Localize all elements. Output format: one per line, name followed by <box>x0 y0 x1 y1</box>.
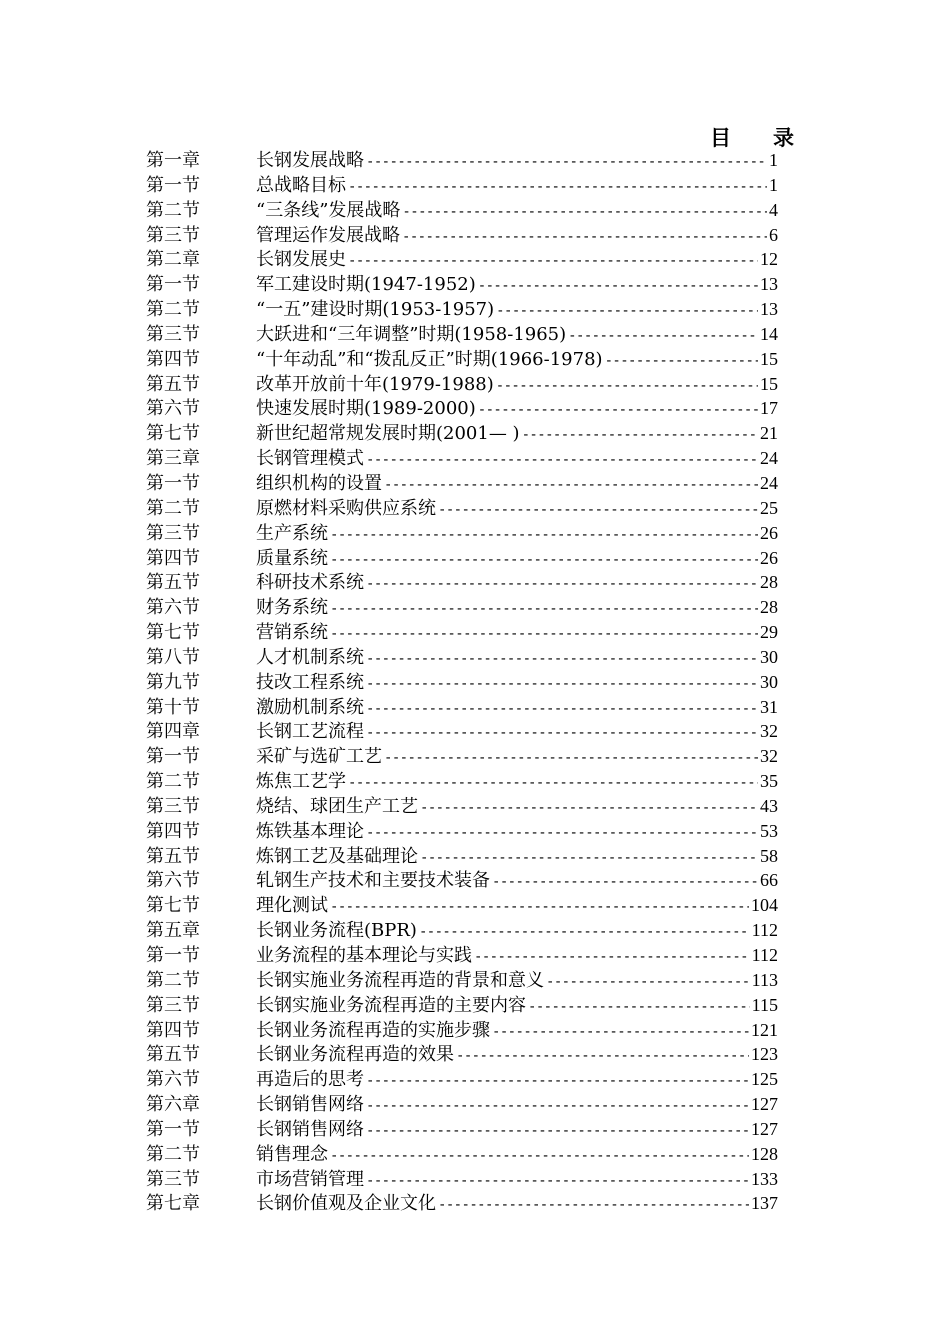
toc-entry[interactable] <box>146 993 778 1018</box>
toc-entry[interactable] <box>146 521 778 546</box>
toc-entry[interactable] <box>146 421 778 446</box>
toc-entry-page: 123 <box>751 1044 778 1065</box>
toc-entry-title: 理化测试 <box>256 895 328 917</box>
toc-dot-leader <box>496 374 758 399</box>
toc-entry[interactable] <box>146 595 778 620</box>
toc-entry[interactable] <box>146 1018 778 1043</box>
toc-entry-title: 长钢发展史 <box>256 249 346 271</box>
toc-entry-page: 24 <box>760 472 778 493</box>
toc-entry-title: 财务系统 <box>256 597 328 619</box>
toc-entry-label: 第十节 <box>146 696 200 718</box>
toc-entry-page: 104 <box>751 895 778 916</box>
toc-entry[interactable] <box>146 1142 778 1167</box>
toc-entry[interactable] <box>146 347 778 372</box>
toc-entry-label: 第四节 <box>146 820 200 842</box>
toc-entry[interactable] <box>146 471 778 496</box>
toc-dot-leader <box>384 473 758 498</box>
toc-dot-leader <box>366 1069 749 1094</box>
toc-entry[interactable] <box>146 968 778 993</box>
toc-entry[interactable] <box>146 819 778 844</box>
toc-entry[interactable] <box>146 446 778 471</box>
toc-entry-title: “十年动乱”和“拨乱反正”时期(1966-1978) <box>256 348 603 370</box>
toc-entry-label: 第一节 <box>146 174 200 196</box>
toc-entry-label: 第二节 <box>146 199 200 221</box>
toc-entry-title: “一五”建设时期(1953-1957) <box>256 299 495 321</box>
toc-dot-leader <box>492 1020 749 1045</box>
toc-dot-leader <box>330 622 758 647</box>
toc-entry-page: 6 <box>769 224 778 245</box>
toc-entry[interactable] <box>146 297 778 322</box>
toc-entry-page: 32 <box>760 746 778 767</box>
toc-dot-leader <box>438 1193 749 1218</box>
toc-entry-label: 第六节 <box>146 870 200 892</box>
toc-entry-title: 长钢业务流程(BPR) <box>256 920 417 942</box>
toc-entry-page: 24 <box>760 448 778 469</box>
toc-entry-label: 第一节 <box>146 746 200 768</box>
toc-dot-leader <box>330 523 758 548</box>
toc-entry-page: 30 <box>760 671 778 692</box>
toc-entry-page: 29 <box>760 622 778 643</box>
toc-entry-title: 市场营销管理 <box>256 1168 364 1190</box>
toc-dot-leader <box>492 870 758 895</box>
toc-entry-label: 第五节 <box>146 845 200 867</box>
toc-entry-title: 炼钢工艺及基础理论 <box>256 845 418 867</box>
toc-entry-page: 1 <box>769 150 778 170</box>
toc-entry-page: 28 <box>760 572 778 593</box>
toc-entry[interactable] <box>146 272 778 297</box>
toc-entry-page: 43 <box>760 795 778 816</box>
toc-entry-label: 第三节 <box>146 1168 200 1190</box>
toc-entry-page: 128 <box>751 1143 778 1164</box>
toc-entry-label: 第二节 <box>146 1143 200 1165</box>
toc-dot-leader <box>478 274 758 299</box>
toc-entry-page: 115 <box>751 994 778 1015</box>
toc-entry-title: 军工建设时期(1947-1952) <box>256 274 476 296</box>
toc-entry-title: 总战略目标 <box>256 174 346 196</box>
toc-entry-title: 长钢销售网络 <box>256 1094 364 1116</box>
toc-entry-label: 第七节 <box>146 895 200 917</box>
toc-dot-leader <box>546 970 750 995</box>
toc-entry-title: 炼焦工艺学 <box>256 771 346 793</box>
toc-entry-page: 1 <box>769 174 778 195</box>
toc-dot-leader <box>366 721 758 746</box>
toc-dot-leader <box>366 647 758 672</box>
toc-entry-title: 组织机构的设置 <box>256 472 382 494</box>
toc-dot-leader <box>420 796 758 821</box>
toc-entry-label: 第二节 <box>146 299 200 321</box>
toc-entry-page: 112 <box>751 945 778 965</box>
toc-dot-leader <box>366 1119 749 1144</box>
toc-entry-page: 58 <box>760 845 778 866</box>
toc-dot-leader <box>568 324 758 349</box>
toc-entry[interactable] <box>146 719 778 744</box>
toc-entry[interactable] <box>146 1117 778 1142</box>
toc-entry-page: 31 <box>760 696 778 717</box>
toc-entry-title: 激励机制系统 <box>256 696 364 718</box>
toc-entry-label: 第二节 <box>146 771 200 793</box>
toc-entry-title: 炼铁基本理论 <box>256 820 364 842</box>
toc-entry-label: 第五节 <box>146 572 200 594</box>
toc-entry-title: 长钢工艺流程 <box>256 721 364 743</box>
toc-entry[interactable] <box>146 570 778 595</box>
toc-entry-page: 4 <box>769 199 778 220</box>
toc-entry[interactable] <box>146 1042 778 1067</box>
toc-entry-title: 大跃进和“三年调整”时期(1958-1965) <box>256 323 567 345</box>
toc-entry[interactable] <box>146 1167 778 1192</box>
toc-entry-title: 快速发展时期(1989-2000) <box>256 398 476 420</box>
toc-entry-label: 第五节 <box>146 373 200 395</box>
toc-entry-title: 新世纪超常规发展时期(2001— ) <box>256 423 520 445</box>
toc-entry-label: 第六节 <box>146 398 200 420</box>
toc-dot-leader <box>438 498 758 523</box>
toc-entry-title: 管理运作发展战略 <box>256 224 400 246</box>
toc-entry-title: 营销系统 <box>256 622 328 644</box>
toc-entry[interactable] <box>146 670 778 695</box>
toc-dot-leader <box>605 349 758 374</box>
toc-entry[interactable] <box>146 322 778 347</box>
toc-dot-leader <box>330 1144 749 1169</box>
toc-entry-page: 21 <box>760 423 778 444</box>
toc-entry-page: 13 <box>760 299 778 320</box>
toc-dot-leader <box>419 920 750 945</box>
toc-entry[interactable] <box>146 943 778 968</box>
toc-entry[interactable] <box>146 868 778 893</box>
toc-dot-leader <box>522 423 758 448</box>
toc-entry-page: 112 <box>751 920 778 941</box>
toc-entry-label: 第二章 <box>146 249 200 271</box>
toc-entry-title: 长钢实施业务流程再造的主要内容 <box>256 994 526 1016</box>
toc-entry-label: 第六章 <box>146 1094 200 1116</box>
toc-entry-title: 长钢管理模式 <box>256 448 364 470</box>
toc-entry-label: 第三节 <box>146 224 200 246</box>
toc-entry-label: 第三节 <box>146 522 200 544</box>
toc-entry[interactable] <box>146 247 778 272</box>
toc-entry-title: 采矿与选矿工艺 <box>256 746 382 768</box>
toc-entry[interactable] <box>146 620 778 645</box>
toc-entry-title: “三条线”发展战略 <box>256 199 401 221</box>
toc-entry-label: 第一节 <box>146 274 200 296</box>
toc-entry-label: 第八节 <box>146 646 200 668</box>
toc-entry-page: 35 <box>760 771 778 792</box>
toc-entry[interactable] <box>146 148 778 173</box>
toc-entry-page: 26 <box>760 547 778 568</box>
toc-entry-label: 第七章 <box>146 1193 200 1215</box>
toc-entry-page: 12 <box>760 249 778 270</box>
toc-entry-page: 125 <box>751 1069 778 1090</box>
toc-entry-label: 第三节 <box>146 994 200 1016</box>
toc-entry-title: 长钢实施业务流程再造的背景和意义 <box>256 969 544 991</box>
toc-entry-page: 121 <box>751 1019 778 1040</box>
toc-entry-title: 轧钢生产技术和主要技术装备 <box>256 870 490 892</box>
toc-entry-label: 第七节 <box>146 423 200 445</box>
toc-entry-title: 质量系统 <box>256 547 328 569</box>
toc-dot-leader <box>366 448 758 473</box>
toc-dot-leader <box>348 771 758 796</box>
toc-entry-title: 生产系统 <box>256 522 328 544</box>
toc-entry[interactable] <box>146 396 778 421</box>
toc-entry[interactable] <box>146 645 778 670</box>
toc-dot-leader <box>478 398 758 423</box>
toc-entry-page: 25 <box>760 497 778 518</box>
toc-entry-label: 第一章 <box>146 150 200 171</box>
toc-list <box>146 148 778 1216</box>
toc-entry-label: 第三节 <box>146 323 200 345</box>
toc-dot-leader <box>330 597 758 622</box>
toc-entry-page: 15 <box>760 373 778 394</box>
toc-dot-leader <box>496 299 758 324</box>
toc-entry-label: 第三章 <box>146 448 200 470</box>
toc-entry-page: 127 <box>751 1094 778 1115</box>
toc-entry-page: 66 <box>760 870 778 891</box>
toc-dot-leader <box>366 572 758 597</box>
toc-entry-title: 再造后的思考 <box>256 1069 364 1091</box>
toc-dot-leader <box>456 1044 749 1069</box>
toc-entry[interactable] <box>146 173 778 198</box>
toc-entry[interactable] <box>146 844 778 869</box>
toc-entry[interactable] <box>146 794 778 819</box>
toc-entry[interactable] <box>146 496 778 521</box>
toc-entry-page: 13 <box>760 274 778 295</box>
toc-entry-label: 第二节 <box>146 497 200 519</box>
toc-entry[interactable] <box>146 198 778 223</box>
toc-entry-label: 第五章 <box>146 920 200 942</box>
toc-dot-leader <box>402 200 767 225</box>
toc-entry-page: 17 <box>760 398 778 419</box>
toc-entry-label: 第六节 <box>146 1069 200 1091</box>
toc-dot-leader <box>348 249 758 274</box>
toc-entry-page: 30 <box>760 646 778 667</box>
toc-entry-label: 第四章 <box>146 721 200 743</box>
toc-entry-label: 第四节 <box>146 348 200 370</box>
toc-entry-label: 第四节 <box>146 547 200 569</box>
toc-entry[interactable] <box>146 893 778 918</box>
toc-entry-page: 137 <box>751 1193 778 1214</box>
toc-entry[interactable] <box>146 744 778 769</box>
toc-entry-title: 改革开放前十年(1979-1988) <box>256 373 494 395</box>
toc-title: 目录 <box>710 125 836 150</box>
toc-entry[interactable] <box>146 546 778 571</box>
toc-dot-leader <box>330 548 758 573</box>
toc-entry-label: 第五节 <box>146 1044 200 1066</box>
toc-dot-leader <box>366 697 758 722</box>
toc-entry-label: 第一节 <box>146 472 200 494</box>
toc-dot-leader <box>366 150 767 175</box>
toc-dot-leader <box>348 175 767 200</box>
toc-entry-title: 长钢发展战略 <box>256 150 364 171</box>
toc-dot-leader <box>330 895 749 920</box>
toc-entry-page: 53 <box>760 820 778 841</box>
toc-entry-page: 133 <box>751 1168 778 1189</box>
toc-entry-page: 32 <box>760 721 778 742</box>
toc-entry-title: 长钢价值观及企业文化 <box>256 1193 436 1215</box>
toc-dot-leader <box>402 225 767 250</box>
toc-entry[interactable] <box>146 372 778 397</box>
toc-entry[interactable] <box>146 918 778 943</box>
toc-dot-leader <box>474 945 750 970</box>
toc-entry-title: 人才机制系统 <box>256 646 364 668</box>
toc-entry-title: 原燃材料采购供应系统 <box>256 497 436 519</box>
toc-entry[interactable] <box>146 223 778 248</box>
toc-entry[interactable] <box>146 769 778 794</box>
toc-dot-leader <box>366 672 758 697</box>
toc-dot-leader <box>420 846 758 871</box>
toc-entry-title: 科研技术系统 <box>256 572 364 594</box>
toc-entry-title: 长钢业务流程再造的效果 <box>256 1044 454 1066</box>
toc-entry-label: 第九节 <box>146 671 200 693</box>
toc-entry-title: 长钢销售网络 <box>256 1118 364 1140</box>
toc-entry-label: 第六节 <box>146 597 200 619</box>
toc-entry-page: 113 <box>751 969 778 990</box>
toc-entry-label: 第二节 <box>146 969 200 991</box>
toc-entry-label: 第一节 <box>146 1118 200 1140</box>
toc-entry[interactable] <box>146 1067 778 1092</box>
toc-entry-label: 第三节 <box>146 795 200 817</box>
toc-entry-page: 14 <box>760 323 778 344</box>
toc-dot-leader <box>384 746 758 771</box>
toc-entry-page: 26 <box>760 522 778 543</box>
toc-entry-label: 第七节 <box>146 622 200 644</box>
toc-entry-label: 第一节 <box>146 945 200 966</box>
toc-entry-label: 第四节 <box>146 1019 200 1041</box>
toc-dot-leader <box>366 1094 749 1119</box>
toc-dot-leader <box>366 1169 749 1194</box>
toc-entry-title: 销售理念 <box>256 1143 328 1165</box>
toc-entry-title: 业务流程的基本理论与实践 <box>256 945 472 966</box>
toc-entry[interactable] <box>146 695 778 720</box>
toc-entry[interactable] <box>146 1092 778 1117</box>
toc-entry-page: 15 <box>760 348 778 369</box>
toc-entry-page: 28 <box>760 597 778 618</box>
toc-dot-leader <box>528 995 750 1020</box>
toc-entry-title: 长钢业务流程再造的实施步骤 <box>256 1019 490 1041</box>
toc-entry-page: 127 <box>751 1118 778 1139</box>
toc-entry-title: 技改工程系统 <box>256 671 364 693</box>
toc-dot-leader <box>366 821 758 846</box>
toc-entry-title: 烧结、球团生产工艺 <box>256 795 418 817</box>
toc-entry[interactable] <box>146 1191 778 1216</box>
